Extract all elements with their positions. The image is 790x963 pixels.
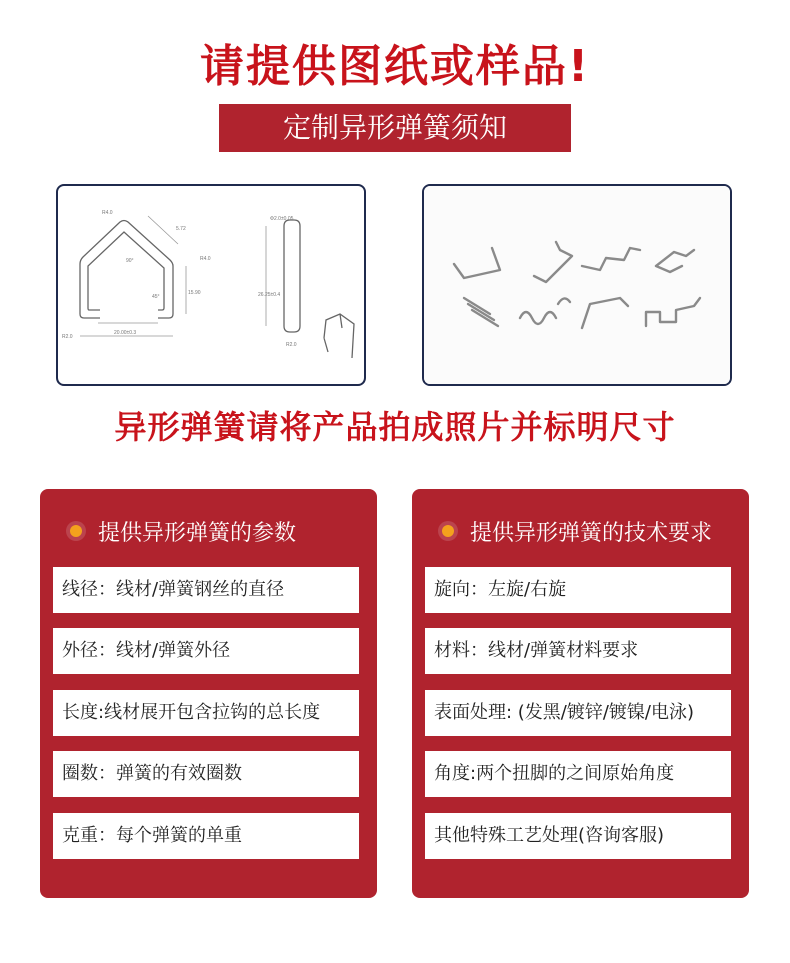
dim-label: R4.0 (200, 256, 211, 262)
panel-title: 提供异形弹簧的技术要求 (470, 520, 713, 546)
dim-label: Φ2.0±0.05 (270, 216, 294, 222)
dim-label: 45° (152, 294, 160, 300)
panel-header (442, 515, 712, 547)
dim-label: 5.72 (176, 226, 186, 232)
bullet-dot-icon (70, 525, 82, 537)
requirements-panel (412, 489, 749, 898)
dim-label: R2.0 (286, 342, 297, 348)
list-item: 克重：每个弹簧的单重 (53, 813, 359, 859)
list-item: 旋向：左旋/右旋 (425, 567, 731, 613)
list-item: 材料：线材/弹簧材料要求 (425, 628, 731, 674)
photo-instruction: 异形弹簧请将产品拍成照片并标明尺寸 (114, 408, 676, 446)
list-item: 长度:线材展开包含拉钩的总长度 (53, 690, 359, 736)
drawing-image (56, 184, 366, 386)
dim-label: 90° (126, 258, 134, 264)
dim-label: R2.0 (62, 334, 73, 340)
spring-photo-svg (424, 186, 730, 384)
parameters-panel (40, 489, 377, 898)
list-item: 圈数：弹簧的有效圈数 (53, 751, 359, 797)
list-item: 外径：线材/弹簧外径 (53, 628, 359, 674)
dim-label: 15.90 (188, 290, 201, 296)
dim-label: 20.00±0.3 (114, 330, 137, 336)
dim-label: R4.0 (102, 210, 113, 216)
list-item: 线径：线材/弹簧钢丝的直径 (53, 567, 359, 613)
list-item: 其他特殊工艺处理(咨询客服) (425, 813, 731, 859)
list-item: 角度:两个扭脚的之间原始角度 (425, 751, 731, 797)
panel-title: 提供异形弹簧的参数 (98, 520, 297, 546)
notice-banner: 定制异形弹簧须知 (219, 104, 571, 152)
page-title: 请提供图纸或样品! (199, 41, 591, 92)
spring-photo-image (422, 184, 732, 386)
dim-label: 26.25±0.4 (258, 292, 281, 298)
bullet-dot-icon (442, 525, 454, 537)
spring-drawing-svg (58, 186, 364, 384)
list-item: 表面处理: (发黑/镀锌/镀镍/电泳) (425, 690, 731, 736)
panel-header (70, 515, 296, 547)
